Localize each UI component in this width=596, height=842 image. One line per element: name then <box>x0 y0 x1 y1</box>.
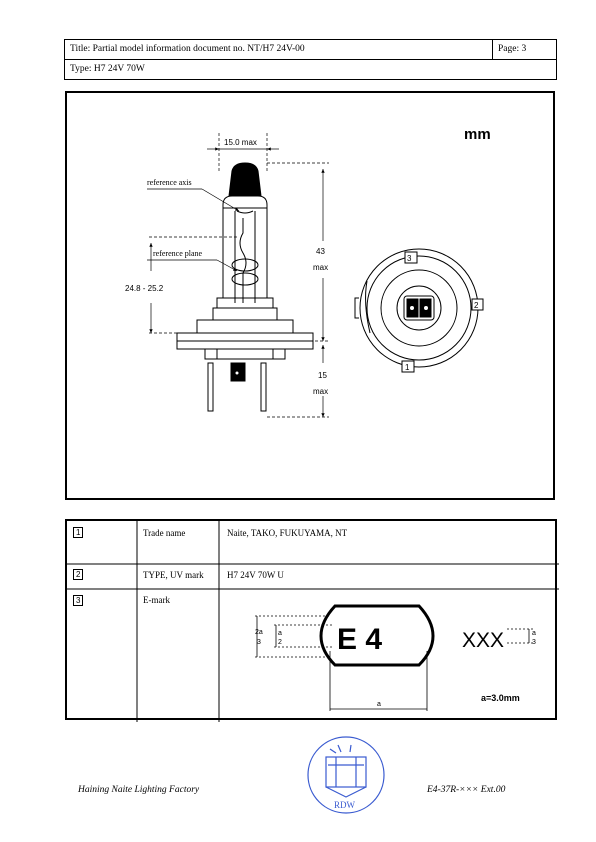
emark-a-value: a=3.0mm <box>481 693 520 703</box>
row3-number: 3 <box>73 595 83 606</box>
bulb-side-view <box>177 163 313 411</box>
technical-drawing <box>65 91 555 500</box>
pin-label-2: 2 <box>474 301 479 310</box>
reference-plane-label: reference plane <box>153 249 203 258</box>
footer-approval-number: E4-37R-××× Ext.00 <box>427 785 506 795</box>
lamp-type: Type: H7 24V 70W <box>70 64 145 74</box>
emark-dim-2: 2 <box>278 639 282 646</box>
dim-43-label: 43 <box>316 247 325 256</box>
emark-dim-a-bottom: a <box>377 701 381 708</box>
row2-number: 2 <box>73 569 83 580</box>
logo-text: RDW <box>334 800 355 810</box>
row3-label: E-mark <box>143 595 170 605</box>
dim-15-label: 15 <box>318 371 327 380</box>
reference-axis-label: reference axis <box>147 178 192 187</box>
dim-43-max-label: max <box>313 263 329 272</box>
emark-dim-3: 3 <box>257 639 261 646</box>
pin-label-3: 3 <box>407 254 412 263</box>
table-grid-svg <box>67 521 559 722</box>
emark-symbol: E 4 <box>337 623 383 656</box>
rdw-logo <box>306 735 386 822</box>
dim-top-label: 15.0 max <box>224 138 257 147</box>
unit-label: mm <box>464 126 491 143</box>
emark-code: XXX <box>462 629 505 652</box>
row2-label: TYPE, UV mark <box>143 570 204 580</box>
pin-label-1: 1 <box>405 363 410 372</box>
page-number: Page: 3 <box>492 40 558 59</box>
emark-dim-2a: 2a <box>255 629 263 636</box>
emark-dim-a-right: a <box>532 630 536 637</box>
lamp-drawing-svg <box>67 93 557 502</box>
row1-number: 1 <box>73 527 83 538</box>
bulb-bottom-view <box>355 249 483 372</box>
emark-dim-3-right: 3 <box>532 639 536 646</box>
dim-15-max-label: max <box>313 387 329 396</box>
row2-value: H7 24V 70W U <box>227 570 284 580</box>
row1-value: Naite, TAKO, FUKUYAMA, NT <box>227 528 348 538</box>
header-title-row <box>64 39 557 60</box>
info-table <box>65 519 557 720</box>
header-type-row <box>64 60 557 80</box>
row1-label: Trade name <box>143 528 186 538</box>
footer-factory-name: Haining Naite Lighting Factory <box>78 785 200 795</box>
document-title: Title: Partial model information document no. NT/H7 24V-00 <box>70 44 305 54</box>
emark-dim-a-small: a <box>278 630 282 637</box>
dim-left-label: 24.8 - 25.2 <box>125 284 164 293</box>
